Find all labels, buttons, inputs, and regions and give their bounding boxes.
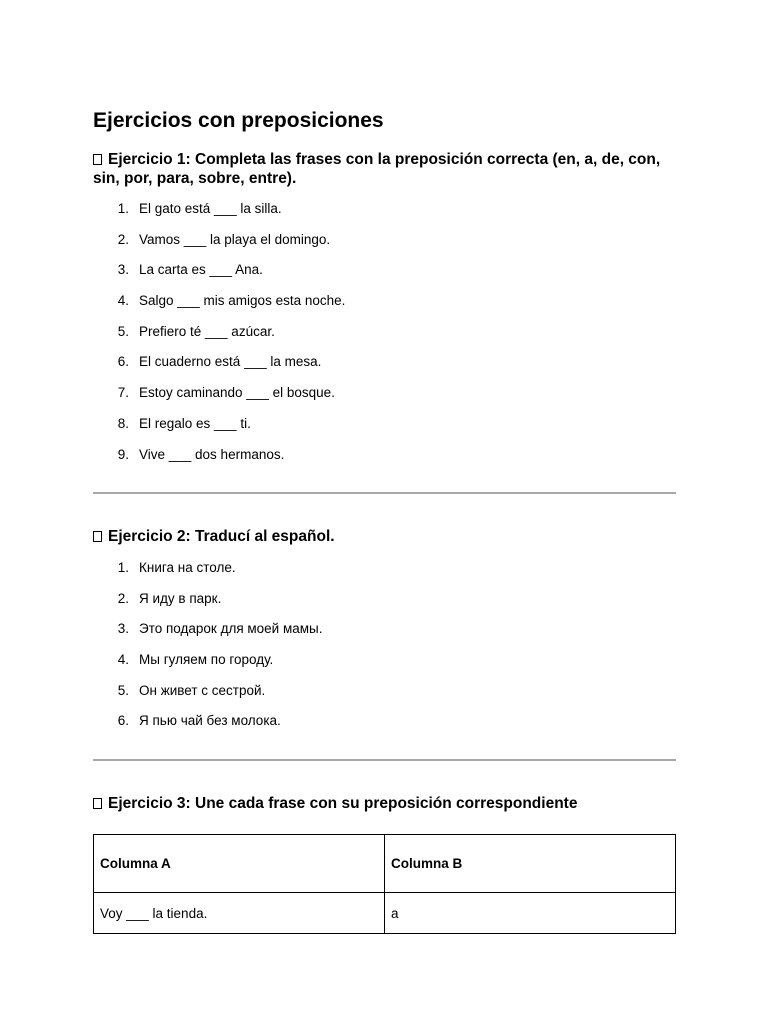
exercise-1-section — [93, 150, 676, 477]
item-number: 6. — [117, 713, 129, 729]
item-number: 4. — [117, 652, 129, 668]
item-number: 7. — [117, 385, 129, 401]
column-a-header: Columna A — [94, 835, 385, 893]
list-item — [93, 201, 676, 232]
list-item — [93, 262, 676, 293]
list-item — [93, 416, 676, 447]
item-text: El gato está ___ la silla. — [139, 201, 282, 216]
exercise-2-heading — [93, 527, 676, 546]
list-item — [93, 232, 676, 263]
table-cell: Voy ___ la tienda. — [94, 893, 385, 934]
item-text: Я пью чай без молока. — [139, 713, 281, 729]
item-number: 4. — [117, 293, 129, 309]
item-number: 1. — [117, 201, 129, 216]
item-text: Estoy caminando ___ el bosque. — [139, 385, 335, 401]
list-item — [93, 293, 676, 324]
exercise-3-heading-text: Ejercicio 3: Une cada frase con su preposición correspondiente — [108, 795, 578, 812]
list-item — [93, 713, 676, 744]
list-item — [93, 324, 676, 355]
item-text: La carta es ___ Ana. — [139, 262, 263, 278]
item-text: Я иду в парк. — [139, 590, 222, 606]
list-item — [93, 591, 676, 622]
exercise-1-list — [93, 201, 676, 477]
item-number: 9. — [117, 446, 129, 462]
list-item — [93, 447, 676, 478]
item-number: 5. — [117, 682, 129, 698]
checkbox-icon — [93, 154, 102, 165]
exercise-2-heading-text: Ejercicio 2: Traducí al español. — [108, 528, 335, 545]
item-number: 5. — [117, 323, 129, 339]
exercise-2-list — [93, 560, 676, 744]
checkbox-icon — [93, 531, 102, 542]
exercise-3-section — [93, 794, 676, 813]
section-divider — [93, 759, 676, 761]
item-number: 2. — [117, 590, 129, 606]
item-number: 6. — [117, 354, 129, 370]
list-item — [93, 354, 676, 385]
page-title: Ejercicios con preposiciones — [93, 109, 384, 132]
item-text: El cuaderno está ___ la mesa. — [139, 354, 322, 370]
exercise-1-heading — [93, 150, 676, 188]
item-number: 3. — [117, 262, 129, 278]
item-number: 2. — [117, 231, 129, 247]
item-number: 8. — [117, 415, 129, 431]
section-divider — [93, 492, 676, 494]
exercise-1-heading-text: Ejercicio 1: Completa las frases con la preposición correcta (en, a, de, con, sin, por, para, sobre, entre). — [93, 151, 661, 187]
item-text: Vive ___ dos hermanos. — [139, 446, 285, 462]
table-cell: a — [385, 893, 676, 934]
item-text: Prefiero té ___ azúcar. — [139, 323, 275, 339]
item-text: Книга на столе. — [139, 560, 236, 575]
exercise-2-section — [93, 527, 676, 744]
item-text: Он живет с сестрой. — [139, 682, 266, 698]
column-b-header: Columna B — [385, 835, 676, 893]
item-number: 1. — [117, 560, 129, 575]
item-text: Это подарок для моей мамы. — [139, 621, 323, 637]
list-item — [93, 683, 676, 714]
table-row — [94, 893, 676, 934]
list-item — [93, 652, 676, 683]
list-item — [93, 621, 676, 652]
table-header-row — [94, 835, 676, 893]
item-text: Мы гуляем по городу. — [139, 652, 274, 668]
exercise-3-heading — [93, 794, 676, 813]
checkbox-icon — [93, 798, 102, 809]
item-number: 3. — [117, 621, 129, 637]
item-text: El regalo es ___ ti. — [139, 415, 251, 431]
item-text: Vamos ___ la playa el domingo. — [139, 231, 331, 247]
list-item — [93, 385, 676, 416]
list-item — [93, 560, 676, 591]
item-text: Salgo ___ mis amigos esta noche. — [139, 293, 346, 309]
matching-table — [93, 834, 676, 934]
